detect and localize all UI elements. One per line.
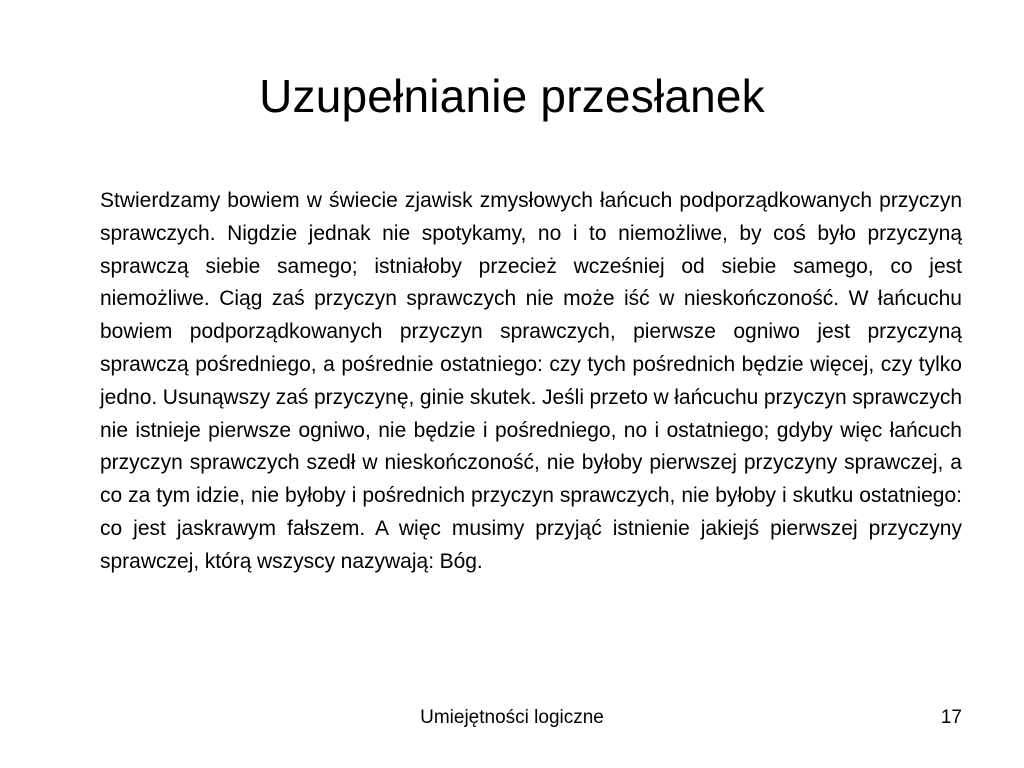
slide-title: Uzupełnianie przesłanek xyxy=(259,70,765,122)
slide-body-text: Stwierdzamy bowiem w świecie zjawisk zmysłowych łańcuch podporządkowanych przyczyn sprawczych. Nigdzie jednak nie spotykamy, no i to niemożliwe, by coś było przyczyną sprawczą siebie samego; istniałoby przecież wcześniej od siebie samego, co jest niemożliwe. Ciąg zaś przyczyn sprawczych nie może iść w nieskończoność. W łańcuchu bowiem podporządkowanych przyczyn sprawczych, pierwsze ogniwo jest przyczyną sprawczą pośredniego, a pośrednie ostatniego: czy tych pośrednich będzie więcej, czy tylko jedno. Usunąwszy zaś przyczynę, ginie skutek. Jeśli przeto w łańcuchu przyczyn sprawczych nie istnieje pierwsze ogniwo, nie będzie i pośredniego, no i ostatniego; gdyby więc łańcuch przyczyn sprawczych szedł w nieskończoność, nie byłoby pierwszej przyczyny sprawczej, a co za tym idzie, nie byłoby i pośrednich przyczyn sprawczych, nie byłoby i skutku ostatniego: co jest jaskrawym fałszem. A więc musimy przyjąć istnienie jakiejś pierwszej przyczyny sprawczej, którą wszyscy nazywają: Bóg. xyxy=(100,189,962,573)
slide-footer xyxy=(0,704,1024,732)
footer-label: Umiejętności logiczne xyxy=(420,707,604,728)
page-number: 17 xyxy=(940,707,962,728)
